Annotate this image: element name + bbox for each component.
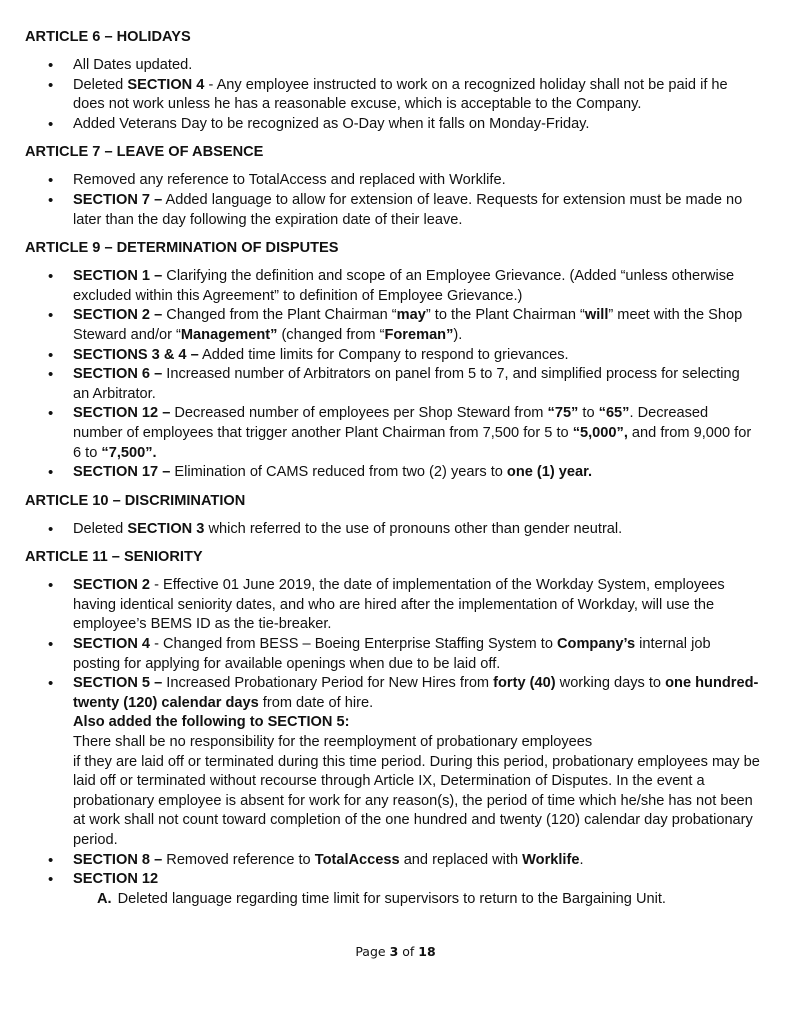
item-text: Clarifying the definition and scope of an Employee Grievance. (Added “unless otherwise excluded within this Agreement” to definition of Employee Grievance.) (73, 268, 735, 304)
item-text: . (579, 851, 584, 868)
list-item (25, 56, 760, 76)
list-item (25, 463, 760, 483)
emphasis: Foreman” (384, 326, 454, 343)
article-9-list (25, 267, 760, 483)
item-text: to (578, 405, 599, 422)
item-text: and from 9,000 for 6 to (73, 424, 752, 461)
emphasis: will (584, 307, 609, 324)
list-item (25, 520, 760, 540)
section-label: SECTION 12 – (73, 405, 171, 422)
article-6-heading: ARTICLE 6 – HOLIDAYS (25, 29, 191, 45)
item-text: Changed from the Plant Chairman “ (162, 307, 397, 324)
list-item (25, 851, 760, 871)
list-item (25, 171, 760, 191)
section-label: SECTION 2 (73, 577, 151, 594)
emphasis: may (396, 307, 426, 324)
section-label: SECTION 2 – (73, 307, 163, 324)
item-text: Decreased number of employees per Shop Steward from (170, 405, 548, 422)
list-item (25, 115, 760, 135)
page-content (25, 28, 760, 918)
list-item (25, 404, 760, 463)
item-text: Elimination of CAMS reduced from two (2) years to (170, 464, 507, 481)
section-label: SECTION 5 – (73, 675, 163, 692)
section-label: SECTION 4 (127, 76, 205, 93)
section-label: SECTIONS 3 & 4 – (73, 346, 199, 363)
sub-item (73, 890, 760, 910)
item-text: Increased number of Arbitrators on panel from 5 to 7, and simplified process for selecting an Arbitrator. (73, 366, 740, 402)
section-label: SECTION 4 (73, 636, 151, 653)
section-label: SECTION 8 – (73, 851, 163, 868)
item-text: and replaced with (399, 851, 523, 868)
addition-text: There shall be no responsibility for the reemployment of probationary employees (73, 734, 593, 751)
emphasis: “5,000”, (572, 424, 628, 441)
emphasis: Management” (180, 326, 278, 343)
sub-item-letter: A. (97, 890, 112, 907)
article-10-heading: ARTICLE 10 – DISCRIMINATION (25, 492, 246, 509)
list-item (25, 365, 760, 404)
emphasis: Company’s (557, 636, 636, 653)
page-label: Page (355, 944, 390, 959)
item-text: Removed reference to (162, 851, 315, 868)
list-item (25, 576, 760, 635)
list-item (25, 306, 760, 345)
item-text: Deleted language regarding time limit for supervisors to return to the Bargaining Unit. (117, 890, 666, 907)
section-label: SECTION 12 (73, 871, 159, 888)
item-text: ” to the Plant Chairman “ (425, 307, 585, 324)
emphasis: “65” (598, 405, 630, 422)
section-label: SECTION 17 – (73, 464, 171, 481)
list-item (25, 346, 760, 366)
article-11-list (25, 576, 760, 909)
section-label: SECTION 1 – (73, 268, 163, 285)
item-text: - Effective 01 June 2019, the date of implementation of the Workday System, employees having identical seniority dates, and who are hired after the implementation of Workday, will use the employee’s BEMS ID as the tie-breaker. (73, 577, 725, 633)
page-total: 18 (418, 944, 436, 959)
article-9-heading: ARTICLE 9 – DETERMINATION OF DISPUTES (25, 240, 339, 257)
page-footer (0, 944, 791, 959)
emphasis: TotalAccess (314, 851, 400, 868)
article-6-list (25, 56, 760, 134)
item-text: Deleted (73, 76, 128, 93)
article-7-heading: ARTICLE 7 – LEAVE OF ABSENCE (25, 144, 264, 161)
emphasis: “75” (547, 405, 579, 422)
item-text: ” meet with the Shop Steward and/or “ (73, 307, 743, 343)
article-10-list (25, 520, 760, 540)
section-5-addition (73, 713, 760, 850)
list-item (25, 674, 760, 850)
addition-text: if they are laid off or terminated during this time period. During this period, probationary employees may be laid off or terminated without recourse through Article IX, Determination of Disputes. In the event a probationary employee is absent for work for any reason(s), the period of time which he/she has not been at work shall not count toward completion of the one hundred and twenty (120) calendar day probationary period. (73, 753, 760, 848)
list-item (25, 267, 760, 306)
article-7-list (25, 171, 760, 230)
emphasis: “7,500”. (101, 444, 157, 461)
addition-heading: Also added the following to SECTION 5: (73, 714, 350, 731)
section-label: SECTION 6 – (73, 366, 163, 383)
list-item (25, 191, 760, 230)
item-text: - Changed from BESS – Boeing Enterprise Staffing System to (150, 636, 557, 653)
list-item (25, 635, 760, 674)
item-text: Deleted (73, 520, 128, 537)
item-text: (changed from “ (277, 326, 385, 343)
emphasis: one (1) year. (506, 464, 593, 481)
item-text: ). (453, 326, 463, 343)
item-text: Added Veterans Day to be recognized as O-Day when it falls on Monday-Friday. (73, 115, 590, 132)
page-of-label: of (398, 944, 419, 959)
item-text: Removed any reference to TotalAccess and replaced with Worklife. (73, 172, 506, 189)
emphasis: forty (40) (493, 675, 556, 692)
page-number: 3 (389, 944, 399, 959)
item-text: Added time limits for Company to respond to grievances. (198, 346, 569, 363)
list-item (25, 76, 760, 115)
list-item (25, 870, 760, 909)
article-11-heading: ARTICLE 11 – SENIORITY (25, 549, 203, 566)
item-text: . Decreased number of employees that trigger another Plant Chairman from 7,500 for 5 to (73, 405, 709, 441)
item-text: which referred to the use of pronouns other than gender neutral. (204, 520, 623, 537)
item-text: - Any employee instructed to work on a recognized holiday shall not be paid if he does not work unless he has a reasonable excuse, which is acceptable to the Company. (73, 76, 728, 113)
item-text: internal job posting for applying for available openings when due to be laid off. (73, 636, 711, 672)
emphasis: one hundred-twenty (120) calendar days (73, 675, 759, 711)
item-text: from date of hire. (258, 694, 374, 711)
emphasis: Worklife (522, 851, 580, 868)
item-text: All Dates updated. (73, 57, 193, 73)
item-text: Increased Probationary Period for New Hires from (162, 675, 494, 692)
item-text: Added language to allow for extension of leave. Requests for extension must be made no later than the day following the expiration date of their leave. (73, 191, 743, 228)
section-label: SECTION 3 (127, 520, 205, 537)
section-label: SECTION 7 – (73, 191, 163, 208)
item-text: working days to (555, 675, 666, 692)
